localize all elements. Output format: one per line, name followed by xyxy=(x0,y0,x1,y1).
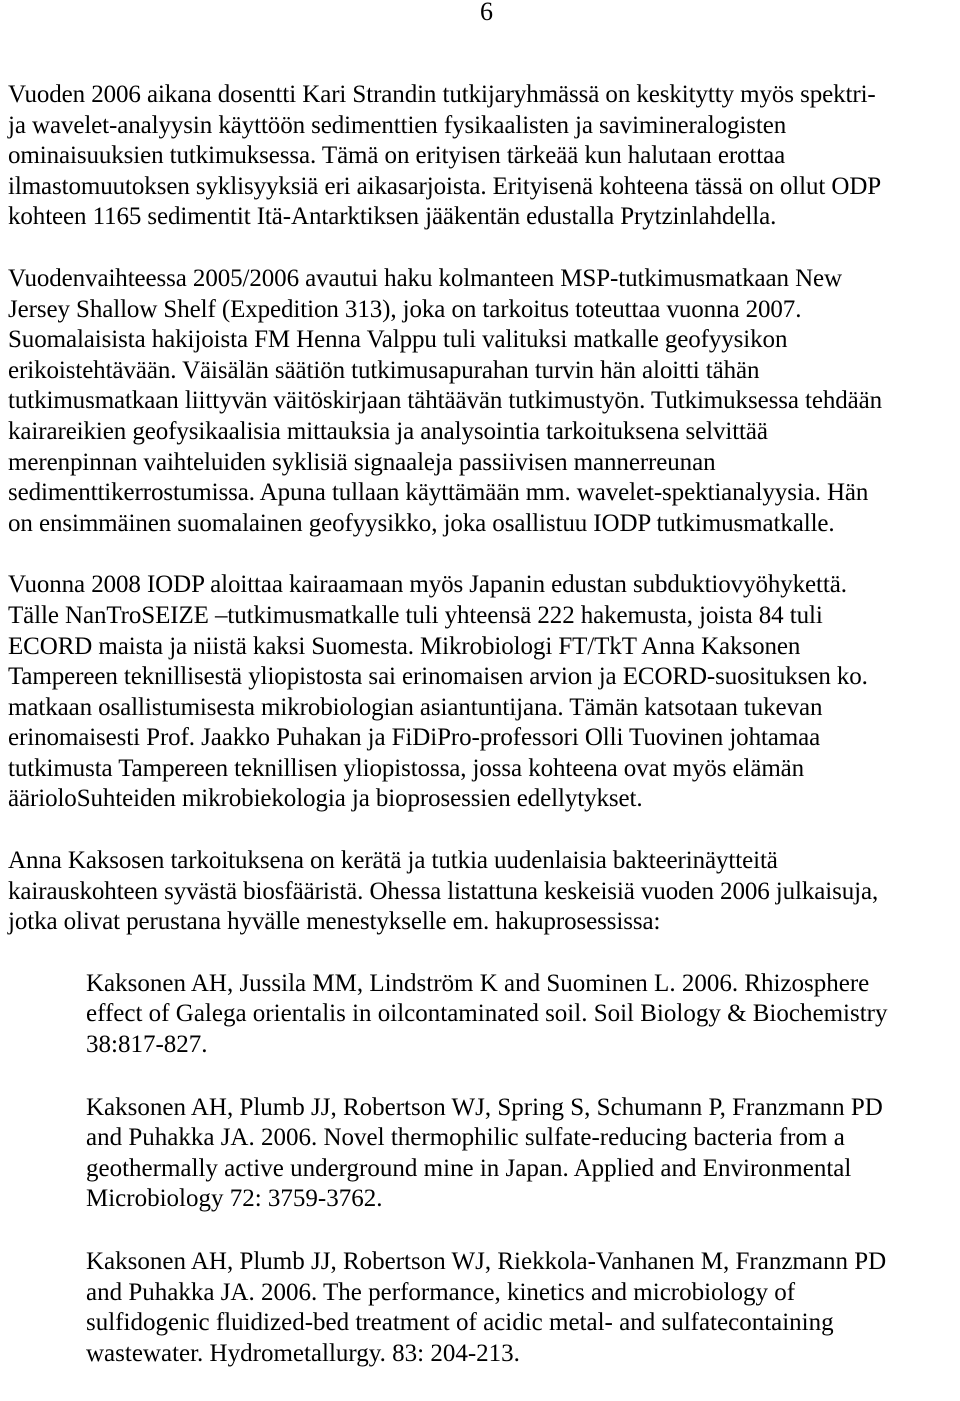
paragraph-line: Vuonna 2008 IODP aloittaa kairaamaan myös Japanin edustan subduktiovyöhykettä. xyxy=(8,571,847,599)
reference-line: wastewater. Hydrometallurgy. 83: 204-213. xyxy=(86,1339,520,1367)
paragraph-line: Vuoden 2006 aikana dosentti Kari Strandin tutkijaryhmässä on keskitytty myös spektri- xyxy=(8,81,876,108)
reference-line: sulfidogenic fluidized-bed treatment of acidic metal- and sulfatecontaining xyxy=(86,1309,834,1337)
reference-line: 38:817-827. xyxy=(86,1031,208,1059)
paragraph xyxy=(8,570,958,815)
reference-line: geothermally active underground mine in Japan. Applied and Environmental xyxy=(86,1154,852,1182)
paragraph-line: matkaan osallistumisesta mikrobiologian asiantuntijana. Tämän katsotaan tukevan xyxy=(8,693,823,721)
paragraph-line: sedimenttikerrostumissa. Apuna tullaan käyttämään mm. wavelet-spektianalyysia. Hän xyxy=(8,479,869,507)
paragraph-line: kohteen 1165 sedimentit Itä-Antarktiksen jääkentän edustalla Prytzinlahdella. xyxy=(8,203,777,231)
paragraph-line: ominaisuuksien tutkimuksessa. Tämä on erityisen tärkeää kun halutaan erottaa xyxy=(8,142,786,170)
paragraph-line: Tälle NanTroSEIZE –tutkimusmatkalle tuli yhteensä 222 hakemusta, joista 84 tuli xyxy=(8,601,823,629)
paragraph-line: erinomaisesti Prof. Jaakko Puhakan ja FiDiPro-professori Olli Tuovinen johtamaa xyxy=(8,724,821,752)
paragraph-line: Vuodenvaihteessa 2005/2006 avautui haku kolmanteen MSP-tutkimusmatkaan New xyxy=(8,264,842,292)
page-number: 6 xyxy=(480,0,493,26)
paragraph-list xyxy=(8,80,958,938)
reference-line: Kaksonen AH, Plumb JJ, Robertson WJ, Spring S, Schumann P, Franzmann PD xyxy=(86,1093,883,1121)
paragraph-line: tutkimusmatkaan liittyvän väitöskirjaan tähtäävän tutkimustyön. Tutkimuksessa tehdään xyxy=(8,387,883,415)
paragraph xyxy=(8,80,958,233)
reference xyxy=(86,1247,958,1369)
reference-line: Microbiology 72: 3759-3762. xyxy=(86,1185,383,1213)
reference-line: Kaksonen AH, Plumb JJ, Robertson WJ, Riekkola-Vanhanen M, Franzmann PD xyxy=(86,1248,887,1275)
document-body xyxy=(8,80,958,1401)
paragraph-line: Suomalaisista hakijoista FM Henna Valppu tuli valituksi matkalle geofyysikon xyxy=(8,326,788,354)
paragraph-line: ja wavelet-analyysin käyttöön sedimenttien fysikaalisten ja savimineralogisten xyxy=(8,111,787,139)
reference-line: and Puhakka JA. 2006. The performance, kinetics and microbiology of xyxy=(86,1278,796,1306)
paragraph-line: kairareikien geofysikaalisia mittauksia ja analysointia tarkoituksena selvittää xyxy=(8,417,768,445)
reference-list xyxy=(8,969,958,1370)
paragraph-line: Jersey Shallow Shelf (Expedition 313), joka on tarkoitus toteuttaa vuonna 2007. xyxy=(8,295,802,323)
paragraph xyxy=(8,264,958,539)
reference-line: and Puhakka JA. 2006. Novel thermophilic sulfate-reducing bacteria from a xyxy=(86,1124,845,1152)
paragraph-line: ECORD maista ja niistä kaksi Suomesta. Mikrobiologi FT/TkT Anna Kaksonen xyxy=(8,632,801,660)
paragraph-line: tutkimusta Tampereen teknillisen yliopistossa, jossa kohteena ovat myös elämän xyxy=(8,754,805,782)
paragraph-line: on ensimmäinen suomalainen geofyysikko, joka osallistuu IODP tutkimusmatkalle. xyxy=(8,509,835,537)
paragraph-line: jotka olivat perustana hyvälle menestykselle em. hakuprosessissa: xyxy=(8,908,661,936)
reference xyxy=(86,1093,958,1215)
paragraph-line: erikoistehtävään. Väisälän säätiön tutkimusapurahan turvin hän aloitti tähän xyxy=(8,356,760,384)
paragraph-line: Tampereen teknillisestä yliopistosta sai erinomaisen arvion ja ECORD-suosituksen ko. xyxy=(8,663,868,691)
paragraph xyxy=(8,846,958,938)
paragraph-line: äärioloSuhteiden mikrobiekologia ja bioprosessien edellytykset. xyxy=(8,785,643,813)
reference xyxy=(86,969,958,1061)
paragraph-line: kairauskohteen syvästä biosfääristä. Ohessa listattuna keskeisiä vuoden 2006 julkaisuja, xyxy=(8,877,879,905)
paragraph-line: merenpinnan vaihteluiden syklisiä signaaleja passiivisen mannerreunan xyxy=(8,448,716,476)
reference-line: effect of Galega orientalis in oilcontaminated soil. Soil Biology & Biochemistry xyxy=(86,1000,888,1028)
paragraph-line: Anna Kaksosen tarkoituksena on kerätä ja tutkia uudenlaisia bakteerinäytteitä xyxy=(8,847,778,875)
reference-line: Kaksonen AH, Jussila MM, Lindström K and Suominen L. 2006. Rhizosphere xyxy=(86,969,870,997)
paragraph-line: ilmastomuutoksen syklisyyksiä eri aikasarjoista. Erityisenä kohteena tässä on ollut ODP xyxy=(8,172,882,200)
